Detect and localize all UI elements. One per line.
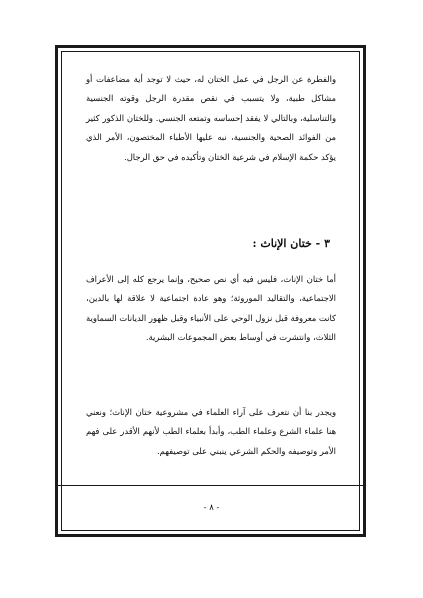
paragraph-2: أما ختان الإناث، فليس فيه أي نص صحيح، وإنما يرجع كله إلى الأعراف الاجتماعية، والتقاليد الموروثة؛ وهو عادة اجتماعية لا علاقة لها بالدين، كانت معروفة قبل نزول الوحي على الأنبياء وقبل ظهور الديانات السماوية الثلاث، وانتشرت في أوساط بعض المجموعات البشرية. [86, 274, 336, 343]
footer-divider [56, 485, 366, 486]
paragraph-1: والفطرة عن الرجل في عمل الختان له، حيث لا توجد أية مضاعفات أو مشاكل طبية، ولا يتسبب في نقص مقدرة الرجل وقوته الجنسية والتناسلية، وبالتالي لا يفقد إحساسه وتمتعه الجنسي. وللختان الذكور كثير من الفوائد الصحية والجنسية، نبه عليها الأطباء المختصون، الأمر الذي يؤكد حكمة الإسلام في شرعية الختان وتأكيده في حق الرجال. [86, 74, 336, 162]
page-number: - ٨ - [203, 503, 220, 513]
section-heading: ٣ - ختان الإناث : [252, 237, 330, 250]
paragraph-3: ويجدر بنا أن نتعرف على آراء العلماء في مشروعية ختان الإناث؛ ونعني هنا علماء الشرع وعلماء الطب، وأبدأ بعلماء الطب لأنهم الأقدر على فهم الأمر وتوصيفه والحكم الشرعي ينبني على توصيفهم. [86, 407, 336, 456]
